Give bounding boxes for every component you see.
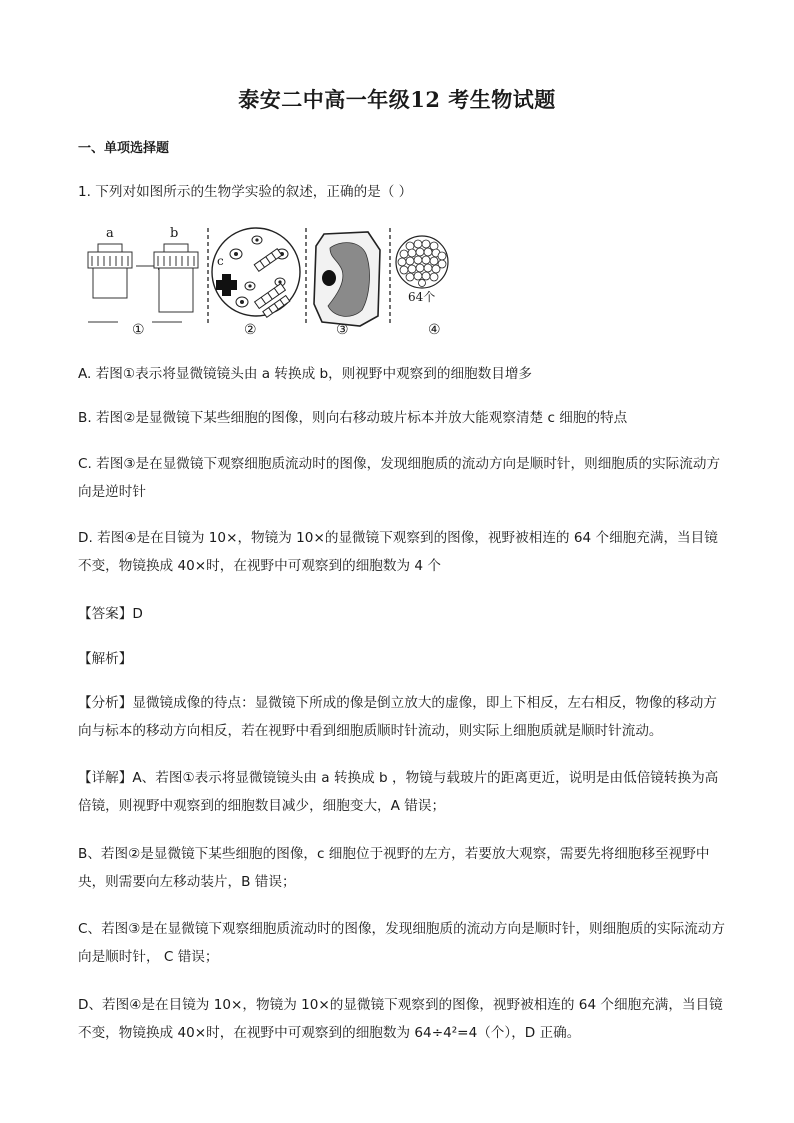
plant-cell-cytoplasm [314,232,380,326]
option-c: C. 若图③是在显微镜下观察细胞质流动时的图像，发现细胞质的流动方向是顺时针，则细胞质的实际流动方向是逆时针 [78,456,721,500]
lens-a-letter: a [106,226,114,241]
option-d: D. 若图④是在目镜为 10×，物镜为 10×的显微镜下观察到的图像，视野被相连的 64 个细胞充满，当目镜不变，物镜换成 40×时，在视野中可观察到的细胞数为 4 个 [78,530,718,574]
figure-label-3: ③ [336,322,349,338]
analysis-text: 【分析】显微镜成像的待点：显微镜下所成的像是倒立放大的虚像，即上下相反，左右相反，物像的移动方向与标本的移动方向相反，若在视野中看到细胞质顺时针流动，则实际上细胞质就是顺时针流动。 [78,695,717,739]
figure-label-1: ① [132,322,145,338]
answer: 【答案】D [78,606,143,622]
question-figure [84,226,464,342]
figure-label-2: ② [244,322,257,338]
cell-count-label: 64个 [408,290,436,304]
detail-c: C、若图③是在显微镜下观察细胞质流动时的图像，发现细胞质的流动方向是顺时针，则细胞质的实际流动方向是顺时针， C 错误； [78,921,725,965]
microscope-field-cells [212,228,300,317]
lens-b-letter: b [170,226,179,241]
detail-a: 【详解】A、若图①表示将显微镜镜头由 a 转换成 b ，物镜与载玻片的距离更近，说明是由低倍镜转换为高倍镜，则视野中观察到的细胞数目减少，细胞变大，A 错误； [78,770,719,814]
figure-label-4: ④ [428,322,441,338]
section-heading: 一、单项选择题 [78,141,170,156]
detail-b: B、若图②是显微镜下某些细胞的图像，c 细胞位于视野的左方，若要放大观察，需要先将细胞移至视野中央，则需要向左移动装片，B 错误； [78,846,710,890]
objective-lens-b [152,244,198,322]
question-stem: 1. 下列对如图所示的生物学实验的叙述，正确的是（ ） [78,184,413,200]
option-a: A. 若图①表示将显微镜镜头由 a 转换成 b，则视野中观察到的细胞数目增多 [78,366,533,382]
cell-c-letter: c [217,254,224,268]
detail-d: D、若图④是在目镜为 10×，物镜为 10×的显微镜下观察到的图像，视野被相连的 64 个细胞充满，当目镜不变，物镜换成 40×时，在视野中可观察到的细胞数为 64÷4²=4（个），D 正确。 [78,997,723,1041]
objective-lens-a [88,244,132,322]
page-title: 泰安二中高一年级12 考生物试题 [238,87,556,112]
cell-cluster-64 [396,236,448,288]
analysis-heading: 【解析】 [78,651,133,667]
option-b: B. 若图②是显微镜下某些细胞的图像，则向右移动玻片标本并放大能观察清楚 c 细胞的特点 [78,410,628,426]
